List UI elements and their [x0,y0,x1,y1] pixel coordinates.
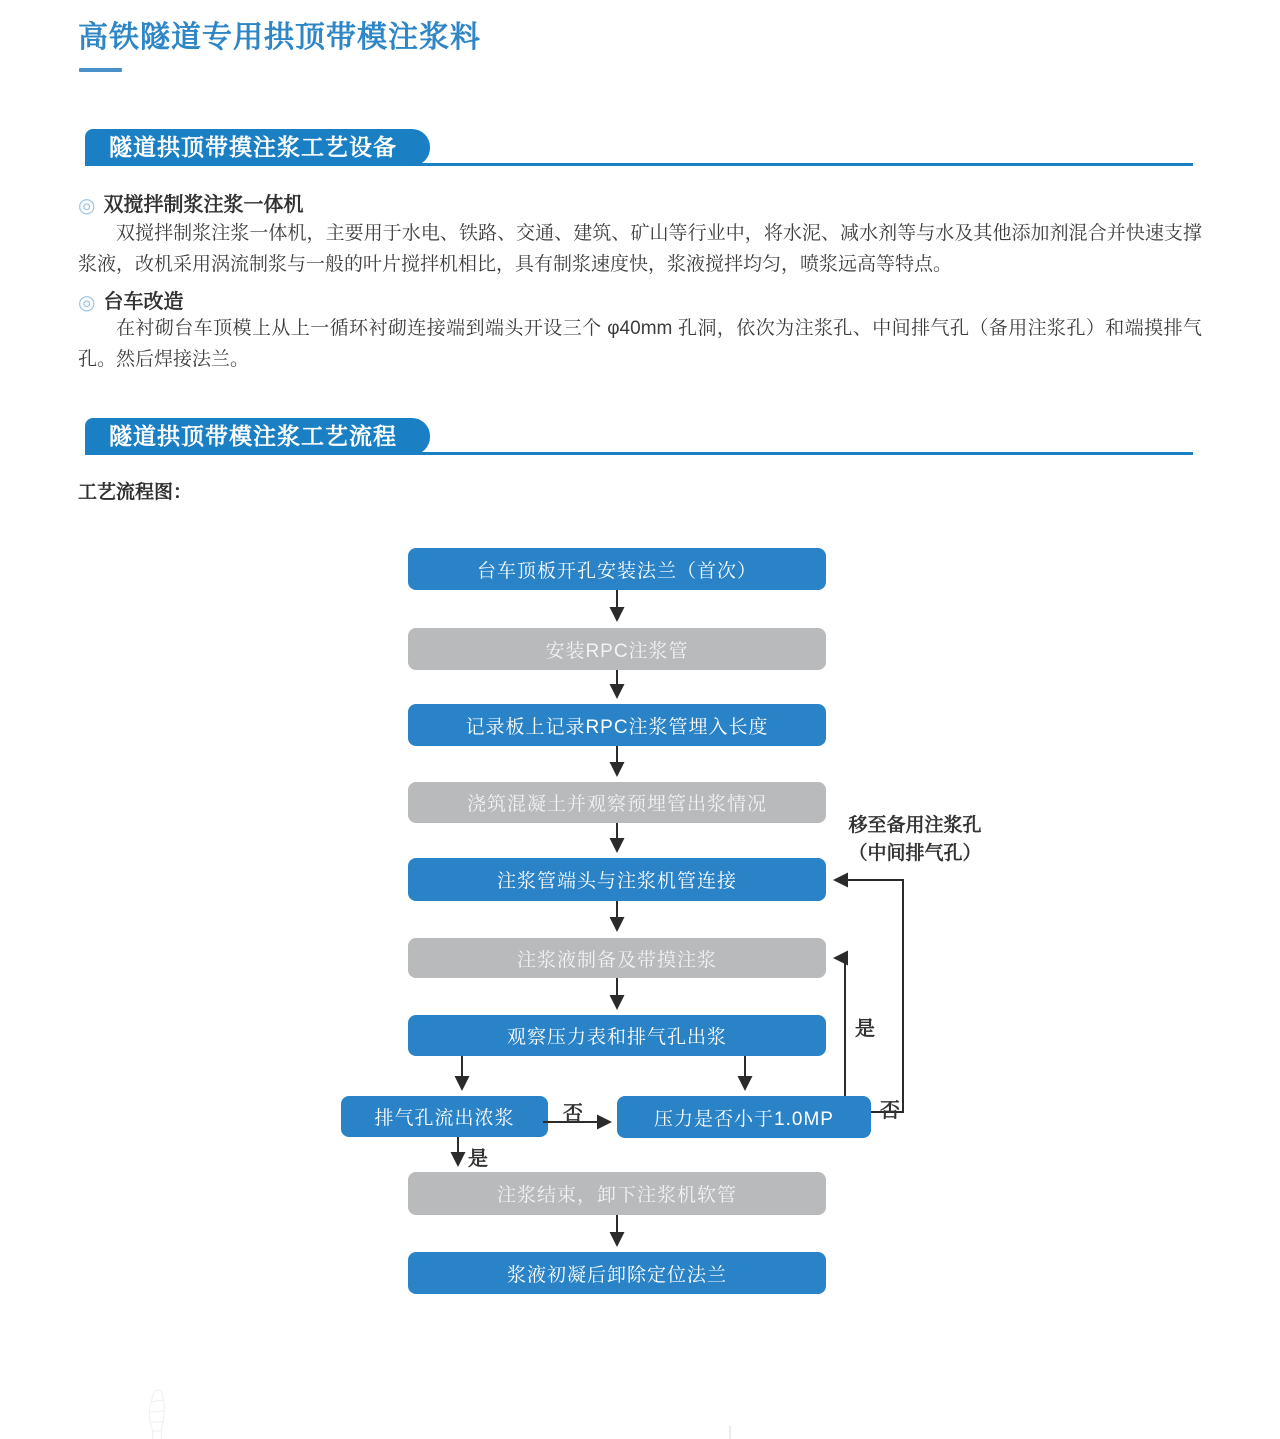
flowchart-caption: 工艺流程图： [78,482,193,503]
flow-step-remove-flange: 浆液初凝后卸除定位法兰 [408,1252,826,1294]
flow-step-pour-concrete: 浇筑混凝土并观察预埋管出浆情况 [408,782,826,823]
flow-step-prepare-grout: 注浆液制备及带摸注浆 [408,938,826,978]
flow-step-vent-thick-grout: 排气孔流出浓浆 [341,1096,548,1137]
no-label-horizontal: 否 [563,1103,583,1125]
feedback-annotation-line2: （中间排气孔） [848,843,982,864]
flow-decision-pressure: 压力是否小于1.0MP [617,1096,871,1138]
flow-step-connect-machine: 注浆管端头与注浆机管连接 [408,858,826,901]
page-title: 高铁隧道专用拱顶带模注浆料 [78,21,481,54]
bullet-heading-text: 台车改造 [103,291,184,313]
bullet-heading-mixer [78,188,303,218]
tower-watermark-icon [140,1386,200,1439]
bullet-heading-trolley [78,285,183,315]
flow-step-install-flange: 台车顶板开孔安装法兰（首次） [408,548,826,590]
flow-step-record-length: 记录板上记录RPC注浆管埋入长度 [408,704,826,746]
no-label-feedback: 否 [880,1100,900,1122]
feedback-annotation-line1: 移至备用注浆孔 [848,815,982,836]
paragraph-mixer: 双搅拌制浆注浆一体机，主要用于水电、铁路、交通、建筑、矿山等行业中，将水泥、减水剂等与水及其他添加剂混合并快速支撑浆液，改机采用涡流制浆与一般的叶片搅拌机相比，具有制浆速度快，浆液搅拌均匀，喷浆远高等特点。 [78,223,1202,275]
page-artifact-line [729,1426,731,1439]
flow-step-finish-grouting: 注浆结束，卸下注浆机软管 [408,1172,826,1215]
paragraph-trolley: 在衬砌台车顶模上从上一循环衬砌连接端到端头开设三个 φ40mm 孔洞，依次为注浆孔、中间排气孔（备用注浆孔）和端摸排气孔。然后焊接法兰。 [78,318,1202,370]
yes-label-down: 是 [468,1148,488,1170]
bullet-heading-text: 双搅拌制浆注浆一体机 [103,194,304,216]
ring-bullet-icon: ◎ [78,195,96,217]
flow-step-observe-pressure: 观察压力表和排气孔出浆 [408,1015,826,1056]
flow-step-install-rpc-pipe: 安装RPC注浆管 [408,628,826,670]
title-underline [79,68,122,72]
ring-bullet-icon: ◎ [78,292,96,314]
feedback-annotation [833,812,997,868]
section-banner-equipment: 隧道拱顶带摸注浆工艺设备 [85,129,430,166]
yes-label-feedback: 是 [855,1018,875,1040]
section-banner-process: 隧道拱顶带模注浆工艺流程 [85,418,430,455]
